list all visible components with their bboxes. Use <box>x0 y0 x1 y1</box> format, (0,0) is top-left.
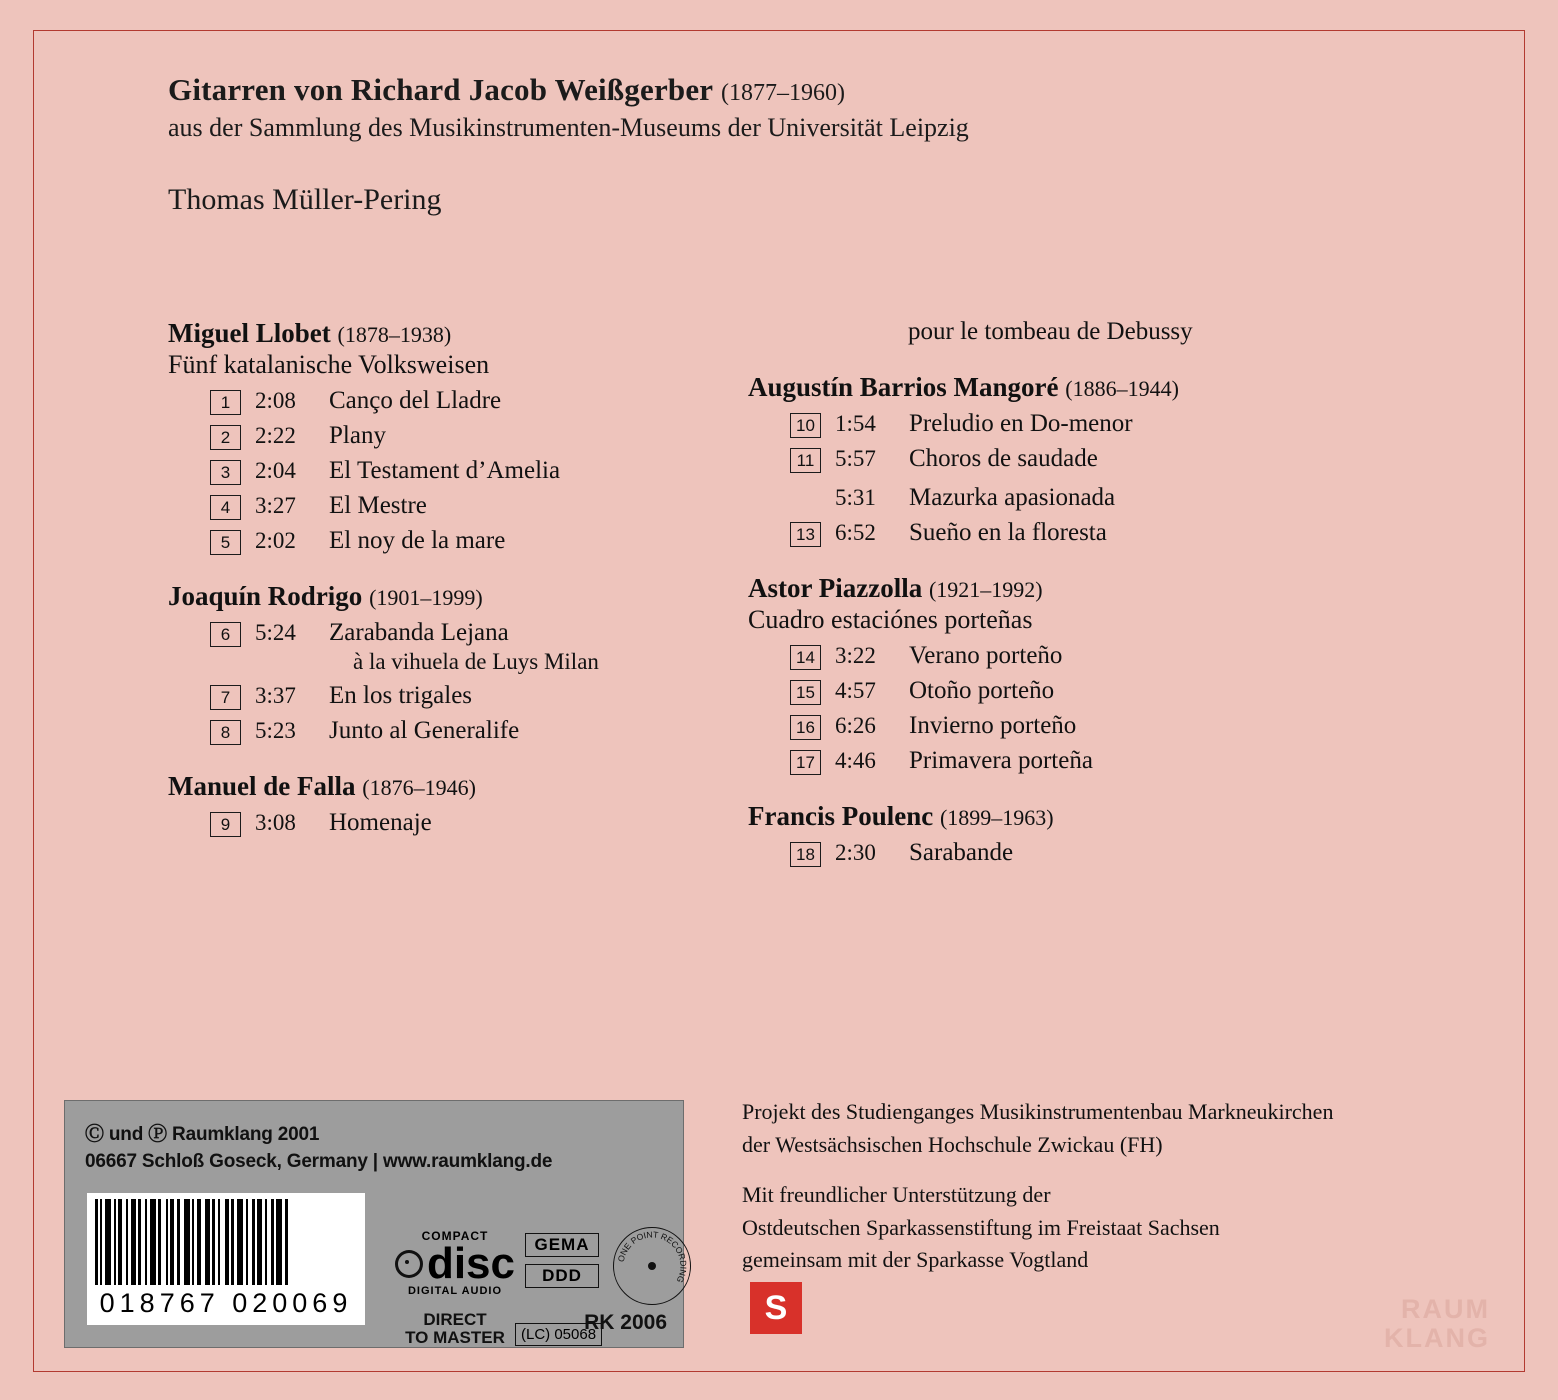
track-duration: 2:02 <box>255 528 296 553</box>
barcode <box>87 1193 365 1325</box>
album-subtitle: aus der Sammlung des Musikinstrumenten-Museums der Universität Leipzig <box>168 113 969 142</box>
track-number: 3 <box>210 460 241 485</box>
track-row[interactable] <box>748 519 1368 547</box>
track-duration: 5:57 <box>835 446 876 471</box>
copyright-line-1: Ⓒ und Ⓟ Raumklang 2001 <box>85 1124 320 1145</box>
composer-dates: (1878–1938) <box>337 322 452 347</box>
label-logo-line-2: KLANG <box>1384 1322 1490 1353</box>
composer-heading-barrios <box>748 372 1368 403</box>
track-duration: 3:37 <box>255 683 296 708</box>
album-title-dates: (1877–1960) <box>721 80 846 106</box>
work-title-llobet: Fünf katalanische Volksweisen <box>168 350 490 379</box>
sparkasse-s-mark: S <box>764 1289 788 1327</box>
track-number: 7 <box>210 685 241 710</box>
track-title: En los trigales <box>329 682 473 709</box>
track-row[interactable] <box>748 410 1368 438</box>
legal-info-panel <box>64 1100 689 1348</box>
composer-dates: (1901–1999) <box>369 585 483 610</box>
track-title: Mazurka apasionada <box>909 484 1116 511</box>
track-duration: 5:24 <box>255 620 296 645</box>
cd-logo-word: disc <box>426 1239 515 1288</box>
track-duration: 2:04 <box>255 458 296 483</box>
tracklist-left-column <box>168 318 728 837</box>
track-duration: 6:52 <box>835 520 876 545</box>
track-title: El noy de la mare <box>329 527 506 554</box>
svg-text:ONE POINT RECORDING: ONE POINT RECORDING <box>615 1229 689 1285</box>
track-title: Verano porteño <box>909 642 1063 669</box>
track-title: Junto al Generalife <box>329 717 520 744</box>
project-line-1: Projekt des Studienganges Musikinstrumentenbau Markneukirchen <box>742 1099 1334 1124</box>
track-row[interactable] <box>748 747 1368 775</box>
track-row[interactable] <box>168 809 728 837</box>
cd-logo-main <box>395 1239 515 1288</box>
track-title: Preludio en Do-menor <box>909 410 1133 437</box>
track-number: 8 <box>210 720 241 745</box>
composer-name: Francis Poulenc <box>748 801 934 831</box>
track-duration: 4:46 <box>835 748 876 773</box>
track-title: Primavera porteña <box>909 747 1093 774</box>
track-number: 2 <box>210 425 241 450</box>
track-number: 5 <box>210 530 241 555</box>
one-point-dot-icon <box>648 1262 656 1270</box>
composer-heading-poulenc <box>748 801 1368 832</box>
raumklang-label-logo <box>1384 1295 1490 1352</box>
track-number: 4 <box>210 495 241 520</box>
composer-heading-llobet <box>168 318 728 349</box>
sparkasse-logo <box>750 1282 802 1334</box>
barcode-number: 018767 020069 <box>99 1288 353 1318</box>
track-duration: 5:23 <box>255 718 296 743</box>
track-row[interactable] <box>168 422 728 450</box>
track-number: 13 <box>790 522 821 547</box>
gema-ddd-block <box>525 1233 599 1288</box>
composer-dates: (1921–1992) <box>928 577 1043 602</box>
cd-logo-top-text: COMPACT <box>421 1229 489 1243</box>
tracklist-right-column <box>748 318 1368 867</box>
track-row[interactable] <box>748 677 1368 705</box>
direct-line-2: TO MASTER <box>405 1327 505 1347</box>
track-title: El Mestre <box>329 492 427 519</box>
credits-block <box>742 1098 1442 1279</box>
direct-to-master-mark <box>395 1311 515 1347</box>
barcode-bars <box>95 1199 357 1285</box>
track-title: Plany <box>329 422 386 449</box>
track-number: 16 <box>790 715 821 740</box>
ddd-mark: DDD <box>525 1264 599 1288</box>
album-title <box>168 72 1418 108</box>
track-number: 14 <box>790 645 821 670</box>
performer-name: Thomas Müller-Pering <box>168 183 442 216</box>
track-number: 15 <box>790 680 821 705</box>
gema-mark: GEMA <box>525 1233 599 1257</box>
track-duration: 2:22 <box>255 423 296 448</box>
track-duration: 5:31 <box>835 485 876 510</box>
track-row[interactable] <box>168 717 728 745</box>
work-title-piazzolla: Cuadro estaciónes porteñas <box>748 605 1033 634</box>
track-number <box>790 480 821 505</box>
track-number: 9 <box>210 812 241 837</box>
dedication-note: pour le tombeau de Debussy <box>908 318 1193 345</box>
catalog-number: RK 2006 <box>584 1311 667 1334</box>
composer-name: Astor Piazzolla <box>748 573 923 603</box>
one-point-recording-seal <box>613 1227 691 1305</box>
compact-disc-logo <box>395 1229 515 1297</box>
composer-heading-piazzolla <box>748 573 1368 604</box>
track-number: 10 <box>790 413 821 438</box>
track-number: 6 <box>210 622 241 647</box>
composer-name: Miguel Llobet <box>168 318 331 348</box>
support-line-1: Mit freundlicher Unterstützung der <box>742 1182 1051 1208</box>
track-row[interactable] <box>748 642 1368 670</box>
track-row[interactable] <box>168 387 728 415</box>
composer-name: Augustín Barrios Mangoré <box>748 372 1059 402</box>
track-row[interactable] <box>168 527 728 555</box>
track-duration: 2:30 <box>835 840 876 865</box>
track-row[interactable] <box>748 839 1368 867</box>
direct-line-1: DIRECT <box>423 1310 487 1329</box>
track-duration: 3:08 <box>255 810 296 835</box>
disc-icon <box>395 1250 423 1278</box>
track-row[interactable] <box>748 712 1368 740</box>
track-number: 11 <box>790 448 821 473</box>
composer-name: Joaquín Rodrigo <box>168 581 363 611</box>
track-row[interactable] <box>168 682 728 710</box>
composer-heading-rodrigo <box>168 581 728 612</box>
support-line-3: gemeinsam mit der Sparkasse Vogtland <box>742 1247 1089 1273</box>
composer-dates: (1886–1944) <box>1065 376 1179 401</box>
project-line-2: der Westsächsischen Hochschule Zwickau (FH) <box>742 1131 1163 1157</box>
cd-logo-bottom-text: DIGITAL AUDIO <box>407 1284 503 1297</box>
copyright-block <box>85 1119 552 1173</box>
track-number: 1 <box>210 390 241 415</box>
track-duration: 4:57 <box>835 678 876 703</box>
header <box>168 72 1418 217</box>
track-title: Sueño en la floresta <box>909 519 1107 546</box>
copyright-line-2: 06667 Schloß Goseck, Germany | www.raumklang.de <box>85 1151 553 1172</box>
track-title: Invierno porteño <box>909 712 1077 739</box>
track-title: Homenaje <box>329 809 432 836</box>
composer-heading-falla <box>168 771 728 802</box>
track-row[interactable] <box>748 445 1368 473</box>
track-title: El Testament d’Amelia <box>329 457 561 484</box>
track-title: Otoño porteño <box>909 677 1055 704</box>
composer-dates: (1876–1946) <box>362 775 476 800</box>
track-title: Canço del Lladre <box>329 387 502 414</box>
track-title: Choros de saudade <box>909 445 1098 472</box>
composer-dates: (1899–1963) <box>939 805 1054 830</box>
track-row[interactable] <box>168 492 728 520</box>
label-code: (LC) 05068 <box>515 1323 602 1346</box>
track-number: 18 <box>790 842 821 867</box>
track-duration: 3:22 <box>835 643 876 668</box>
composer-name: Manuel de Falla <box>168 771 356 801</box>
track-row[interactable] <box>168 457 728 485</box>
track-number: 17 <box>790 750 821 775</box>
track-row[interactable] <box>168 619 728 647</box>
track-row[interactable] <box>748 480 1368 512</box>
track-duration: 6:26 <box>835 713 876 738</box>
track-duration: 2:08 <box>255 388 296 413</box>
track-title: Zarabanda Lejana <box>329 619 509 646</box>
album-title-main: Gitarren von Richard Jacob Weißgerber <box>168 72 714 107</box>
track-subtitle: à la vihuela de Luys Milan <box>353 649 599 674</box>
support-line-2: Ostdeutschen Sparkassenstiftung im Freistaat Sachsen <box>742 1214 1220 1240</box>
label-logo-line-1: RAUM <box>1401 1294 1490 1325</box>
track-title: Sarabande <box>909 839 1014 866</box>
track-duration: 1:54 <box>835 411 876 436</box>
track-duration: 3:27 <box>255 493 296 518</box>
